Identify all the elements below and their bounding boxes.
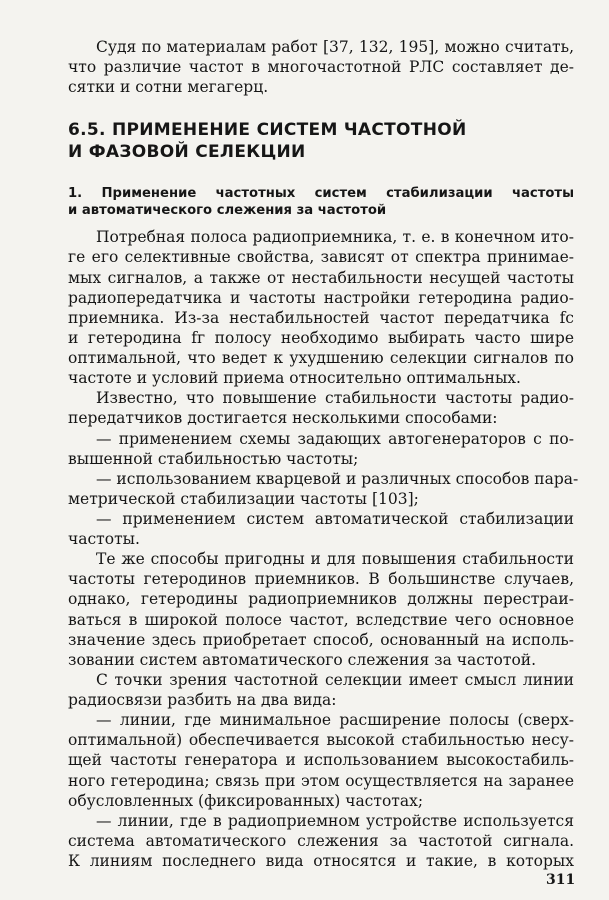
body-line: приемника. Из-за нестабильностей частот передатчика fс: [68, 308, 574, 327]
body-line: обусловленных (фиксированных) частотах;: [68, 791, 424, 810]
body-line: ге его селективные свойства, зависят от спектра принимае-: [68, 248, 574, 267]
intro-line: что различие частот в многочастотной РЛС составляет де-: [68, 58, 574, 77]
body-line: однако, гетеродины радиоприемников должны перестраи-: [68, 590, 574, 609]
subsection-heading-line-1: 1. Применение частотных систем стабилизации частоты: [68, 186, 574, 202]
body-line: ваться в широкой полосе частот, вследствие чего основное: [68, 610, 574, 629]
body-line: радиосвязи разбить на два вида:: [68, 691, 337, 709]
body-line: вышенной стабильностью частоты;: [68, 449, 359, 468]
body-line: — применением схемы задающих автогенераторов с по-: [96, 429, 574, 448]
body-line: зовании систем автоматического слежения за частотой.: [68, 650, 537, 669]
body-line: Потребная полоса радиоприемника, т. е. в конечном ито-: [96, 228, 574, 247]
body-line: значение здесь приобретает способ, основанный на исполь-: [68, 630, 574, 649]
subsection-heading-line-2: и автоматического слежения за частотой: [68, 202, 387, 218]
body-line: — линии, где минимальное расширение полосы (сверх-: [96, 711, 574, 730]
body-line: щей частоты генератора и использованием высокостабиль-: [68, 751, 574, 770]
body-line: оптимальной) обеспечивается высокой стабильностью несу-: [68, 731, 574, 750]
body-line: и гетеродина fг полосу необходимо выбирать часто шире: [68, 328, 574, 347]
body-line: — линии, где в радиоприемном устройстве используется: [96, 811, 574, 830]
body-line: мых сигналов, а также от нестабильности несущей частоты: [68, 268, 574, 287]
body-line: Те же способы пригодны и для повышения стабильности: [96, 550, 574, 569]
body-line: частоты.: [68, 530, 140, 549]
section-heading-line-2: И ФАЗОВОЙ СЕЛЕКЦИИ: [68, 142, 306, 163]
intro-line: сятки и сотни мегагерц.: [68, 78, 269, 97]
body-line: С точки зрения частотной селекции имеет смысл линии: [96, 670, 574, 689]
body-line: система автоматического слежения за частотой сигнала.: [68, 831, 574, 850]
body-line: ного гетеродина; связь при этом осуществляется на заранее: [68, 771, 574, 790]
body-line: — применением систем автоматической стабилизации: [96, 509, 574, 528]
body-line: метрической стабилизации частоты [103];: [68, 489, 419, 508]
body-line: Известно, что повышение стабильности частоты радио-: [96, 389, 574, 408]
body-line: частоте и условий приема относительно оптимальных.: [68, 369, 521, 388]
body-line: радиопередатчика и частоты настройки гетеродина радио-: [68, 288, 574, 307]
body-line: частоты гетеродинов приемников. В большинстве случаев,: [68, 570, 574, 589]
body-line: — использованием кварцевой и различных способов пара-: [96, 469, 579, 488]
body-line: передатчиков достигается несколькими способами:: [68, 409, 498, 428]
body-line: оптимальной, что ведет к ухудшению селекции сигналов по: [68, 349, 574, 367]
intro-line: Судя по материалам работ [37, 132, 195], можно считать,: [96, 38, 574, 56]
page-number: 311: [546, 872, 576, 888]
body-line: К линиям последнего вида относятся и такие, в которых: [68, 852, 574, 870]
section-heading-line-1: 6.5. ПРИМЕНЕНИЕ СИСТЕМ ЧАСТОТНОЙ: [68, 120, 467, 141]
